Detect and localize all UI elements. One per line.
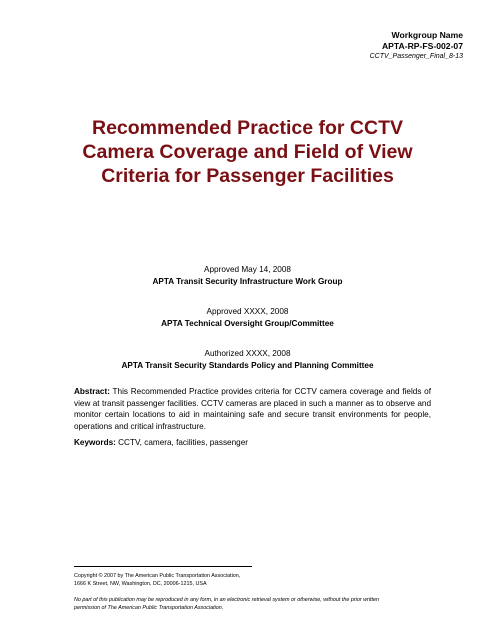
footer-divider (74, 566, 252, 567)
approval-group: APTA Transit Security Standards Policy and Planning Committee (121, 361, 374, 370)
approval-status: Authorized XXXX, 2008 (204, 349, 291, 358)
workgroup-name: Workgroup Name (391, 30, 463, 40)
keywords-label: Keywords: (74, 438, 116, 447)
document-header (370, 30, 463, 62)
approval-block-3 (40, 348, 455, 372)
title-line-1: Recommended Practice for CCTV (91, 117, 403, 139)
abstract-text: This Recommended Practice provides criteria for CCTV camera coverage and fields of view at transit passenger facilities. CCTV cameras are placed in such a manner as to observe and monitor certain locations to aid in maintaining safe and secure transit environments for people, operations and critical infrastructure. (74, 387, 431, 431)
keywords-text: CCTV, camera, facilities, passenger (118, 438, 248, 447)
document-number: APTA-RP-FS-002-07 (381, 41, 463, 51)
keywords-line (74, 437, 431, 449)
approval-status: Approved XXXX, 2008 (206, 307, 289, 316)
copyright-line-1: Copyright © 2007 by The American Public Transportation Association, (74, 573, 241, 579)
notice-line-1: No part of this publication may be reproduced in any form, in an electronic retrieval system or otherwise, without the prior written (74, 597, 380, 603)
file-name: CCTV_Passenger_Final_8-13 (369, 53, 463, 60)
approval-block-1 (40, 264, 455, 288)
approval-group: APTA Transit Security Infrastructure Work Group (152, 277, 343, 286)
title-line-3: Criteria for Passenger Facilities (101, 165, 394, 187)
approval-block-2 (40, 306, 455, 330)
document-title (20, 116, 475, 188)
approval-group: APTA Technical Oversight Group/Committee (161, 319, 334, 328)
abstract-label: Abstract: (74, 387, 110, 396)
abstract-paragraph (74, 386, 431, 432)
notice-line-2: permission of The American Public Transportation Association. (74, 604, 224, 611)
approval-status: Approved May 14, 2008 (204, 265, 291, 274)
title-line-2: Camera Coverage and Field of View (82, 141, 413, 163)
copyright-line-2: 1666 K Street, NW, Washington, DC, 20006-1215, USA (74, 580, 207, 587)
reproduction-notice (74, 597, 444, 612)
copyright-notice (74, 573, 444, 588)
